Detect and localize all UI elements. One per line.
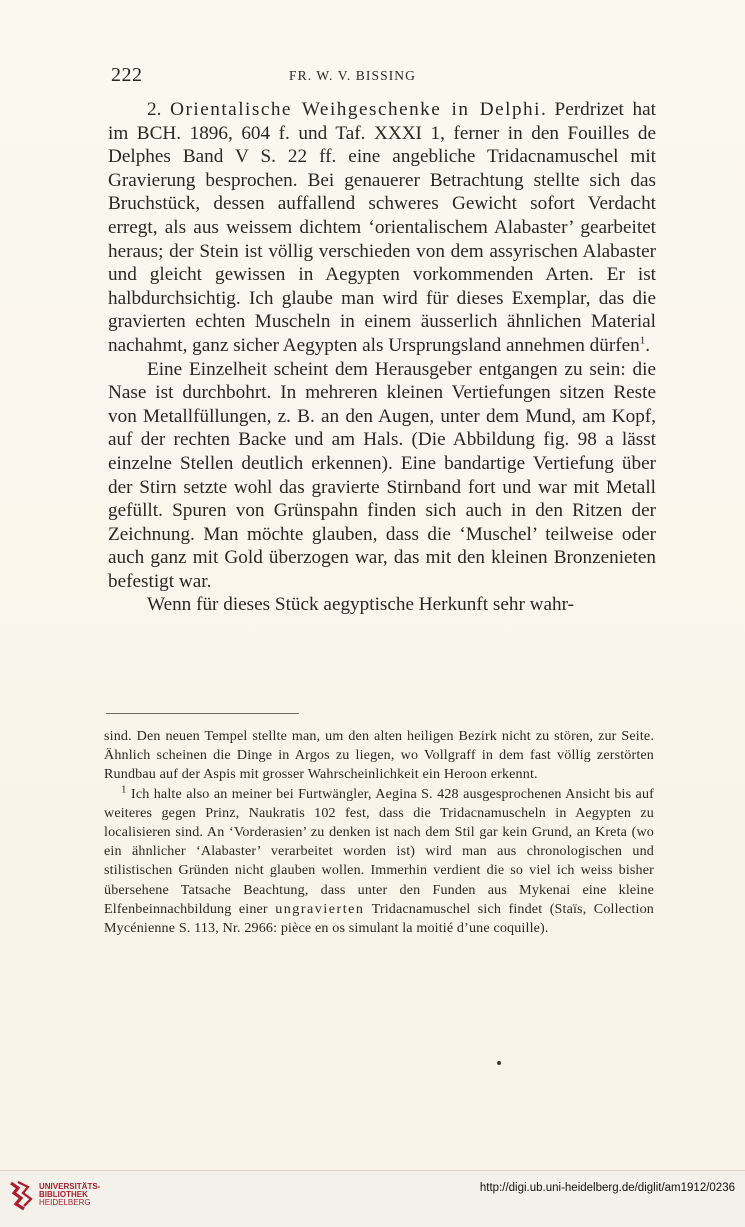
paragraph-1-lead: 2. (147, 99, 171, 120)
library-name-line-1: UNIVERSITÄTS- (39, 1182, 101, 1191)
footnote-separator (106, 713, 299, 714)
paragraph-1 (108, 98, 656, 358)
paragraph-2: Eine Einzelheit scheint dem Herausgeber entgangen zu sein: die Nase ist durchbohrt. In mehreren kleinen Vertiefungen sitzen Reste von Metallfüllungen, z. B. an den Augen, unter dem Mund, am Kopf, auf der rechten Backe und am Hals. (Die Abbildung fig. 98 a lässt einzelne Stellen deutlich erkennen). Eine bandartige Vertiefung über der Stirn setzte wohl das gravierte Stirnband fort und war mit Metall gefüllt. Spuren von Grünspahn finden sich auch in den Ritzen der Zeichnung. Man möchte glauben, dass die ‘Muschel’ teilweise oder auch ganz mit Gold überzogen war, das mit den kleinen Bronzenieten befestigt war. (108, 358, 656, 592)
paragraph-3: Wenn für dieses Stück aegyptische Herkunft sehr wahr- (147, 594, 574, 616)
main-text (108, 98, 656, 617)
page-number: 222 (111, 64, 143, 86)
footnote-continued: sind. Den neuen Tempel stellte man, um den alten heiligen Bezirk nicht zu stören, zur Seite. Ähnlich scheinen die Dinge in Argos zu liegen, wo Vollgraff in dem fast völlig zerstörten Rundbau auf der Aspis mit grosser Wahrscheinlichkeit ein Heroon erkennt. (104, 728, 654, 783)
library-name-line-3: HEIDELBERG (39, 1198, 91, 1207)
university-library-logo-icon[interactable] (8, 1180, 34, 1212)
paragraph-1-text: . Perdrizet hat im BCH. 1896, 604 f. und Taf. XXXI 1, ferner in den Fouilles de Delphes Band V S. 22 ff. eine angebliche Tridacnamuschel mit Gravierung besprochen. Bei genauerer Betrachtung stellte sich das Bruchstück, dessen auffallend schweres Gewicht sofort Verdacht erregt, als aus weissem dichtem ‘orientalischem Alabaster’ gearbeitet heraus; der Stein ist völlig verschieden von dem assyrischen Alabaster und gleicht gewissen in Aegypten vorkommenden Arten. Er ist halbdurchsichtig. Ich glaube man wird für dieses Exemplar, das die gravierten echten Muscheln in einem äusserlich ähnlichen Material nachahmt, ganz sicher Aegypten als Ursprungsland annehmen dürfen (108, 99, 656, 356)
scan-speck (497, 1061, 501, 1065)
footnote-marker-1: 1 (121, 782, 127, 795)
footnote-reference-1[interactable]: 1 (639, 334, 646, 347)
university-library-name (39, 1183, 129, 1207)
source-url-link[interactable]: http://digi.ub.uni-heidelberg.de/diglit/am1912/0236 (479, 1182, 735, 1194)
footnote-1-text-a: Ich halte also an meiner bei Furtwängler, Aegina S. 428 ausgesprochenen Ansicht bis auf weiteres gegen Prinz, Naukratis 102 fest, dass die Tridacnamuscheln in Aegypten zu localisieren sind. An ‘Vorderasien’ zu denken ist nach dem Stil gar kein Grund, an Kreta (wo ein ähnlicher ‘Alabaster’ verarbeitet worden ist) wird man aus chronologischen und stilistischen Gründen nicht glauben wollen. Immerhin verdient die so viel ich weiss bisher übersehene Tatsache Beachtung, dass unter den Funden aus Mykenai eine kleine Elfenbeinnachbildung einer (104, 785, 654, 917)
running-head: FR. W. V. BISSING (289, 68, 416, 83)
footnote-1 (104, 782, 654, 939)
page-header (0, 60, 745, 90)
footnote-1-text-b: Tridacnamuschel sich findet (Staïs, Collection Mycénienne S. 113, Nr. 2966: pièce en os simulant la moitié d’une coquille). (104, 900, 654, 937)
footnote-1-spaced-word: ungravierten (275, 900, 365, 917)
paragraph-1-end: . (645, 334, 651, 356)
library-name-line-2: BIBLIOTHEK (39, 1190, 88, 1199)
footnotes (104, 727, 654, 938)
section-title: Orientalische Weihgeschenke in Delphi (170, 99, 541, 120)
